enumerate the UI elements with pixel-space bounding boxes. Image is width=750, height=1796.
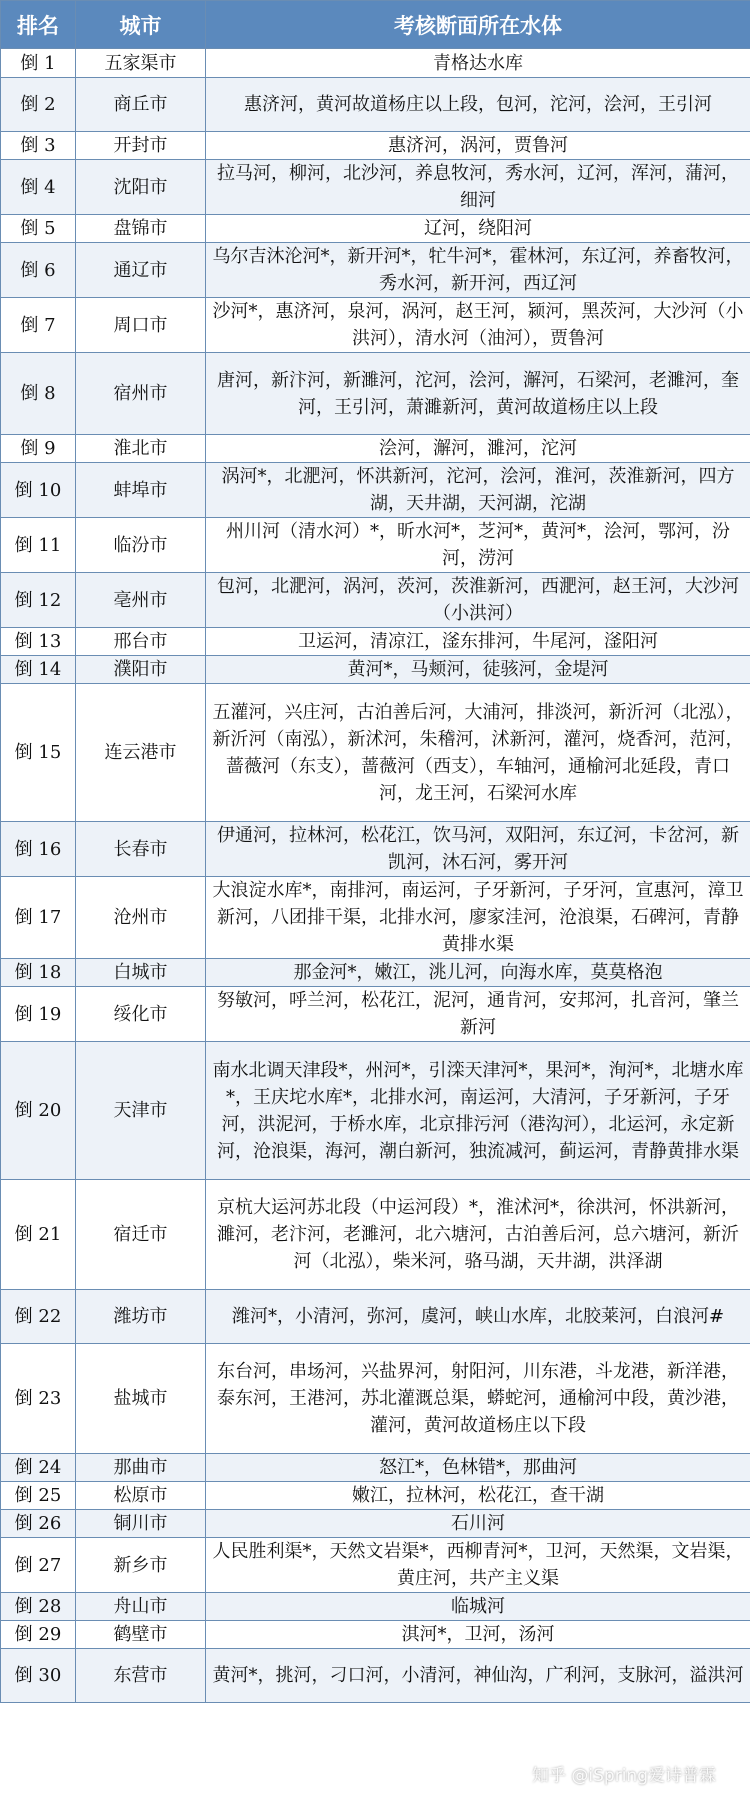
table-row <box>1 987 750 1042</box>
rank-cell: 倒 3 <box>1 132 76 160</box>
table-row <box>1 822 750 877</box>
water-cell: 人民胜利渠*，天然文岩渠*，西柳青河*，卫河，天然渠，文岩渠，黄庄河，共产主义渠 <box>206 1538 750 1593</box>
table-row <box>1 1649 750 1703</box>
table-row <box>1 684 750 822</box>
water-cell: 卫运河，清凉江，滏东排河，牛尾河，滏阳河 <box>206 628 750 656</box>
rank-cell: 倒 30 <box>1 1649 76 1703</box>
table-row <box>1 215 750 243</box>
water-cell: 怒江*，色林错*，那曲河 <box>206 1454 750 1482</box>
city-cell: 长春市 <box>76 822 206 877</box>
rank-cell: 倒 9 <box>1 435 76 463</box>
rank-cell: 倒 13 <box>1 628 76 656</box>
table-row <box>1 1621 750 1649</box>
city-cell: 商丘市 <box>76 78 206 132</box>
water-cell: 东台河，串场河，兴盐界河，射阳河，川东港，斗龙港，新洋港，泰东河，王港河，苏北灌溉总渠，蟒蛇河，通榆河中段，黄沙港，灌河，黄河故道杨庄以下段 <box>206 1344 750 1454</box>
table-row <box>1 435 750 463</box>
water-cell: 乌尔吉沐沦河*，新开河*，牤牛河*，霍林河，东辽河，养畜牧河，秀水河，新开河，西辽河 <box>206 243 750 298</box>
water-cell: 唐河，新汴河，新濉河，沱河，浍河，澥河，石梁河，老濉河，奎河，王引河，萧濉新河，黄河故道杨庄以上段 <box>206 353 750 435</box>
table-header-row <box>1 1 750 49</box>
water-cell: 伊通河，拉林河，松花江，饮马河，双阳河，东辽河，卡岔河，新凯河，沐石河，雾开河 <box>206 822 750 877</box>
table-row <box>1 463 750 518</box>
rank-cell: 倒 16 <box>1 822 76 877</box>
city-cell: 沧州市 <box>76 877 206 959</box>
rank-cell: 倒 11 <box>1 518 76 573</box>
water-cell: 州川河（清水河）*，昕水河*，芝河*，黄河*，浍河，鄂河，汾河，涝河 <box>206 518 750 573</box>
water-cell: 惠济河，涡河，贾鲁河 <box>206 132 750 160</box>
city-cell: 临汾市 <box>76 518 206 573</box>
table-row <box>1 160 750 215</box>
rank-cell: 倒 19 <box>1 987 76 1042</box>
table-row <box>1 1042 750 1180</box>
table-row <box>1 656 750 684</box>
water-cell: 大浪淀水库*，南排河，南运河，子牙新河，子牙河，宣惠河，漳卫新河，八团排干渠，北排水河，廖家洼河，沧浪渠，石碑河，青静黄排水渠 <box>206 877 750 959</box>
city-cell: 舟山市 <box>76 1593 206 1621</box>
table-row <box>1 573 750 628</box>
city-cell: 鹤壁市 <box>76 1621 206 1649</box>
rank-cell: 倒 2 <box>1 78 76 132</box>
table-row <box>1 1538 750 1593</box>
rank-cell: 倒 20 <box>1 1042 76 1180</box>
rank-cell: 倒 24 <box>1 1454 76 1482</box>
rank-cell: 倒 23 <box>1 1344 76 1454</box>
table-row <box>1 49 750 78</box>
table-row <box>1 353 750 435</box>
table-row <box>1 1290 750 1344</box>
rank-cell: 倒 6 <box>1 243 76 298</box>
table-row <box>1 1593 750 1621</box>
rank-cell: 倒 10 <box>1 463 76 518</box>
water-cell: 拉马河，柳河，北沙河，养息牧河，秀水河，辽河，浑河，蒲河，细河 <box>206 160 750 215</box>
city-cell: 白城市 <box>76 959 206 987</box>
water-cell: 石川河 <box>206 1510 750 1538</box>
water-cell: 五灌河，兴庄河，古泊善后河，大浦河，排淡河，新沂河（北泓），新沂河（南泓），新沭河，朱稽河，沭新河，灌河，烧香河，范河，蔷薇河（东支），蔷薇河（西支），车轴河，通榆河北延段，青口河，龙王河，石梁河水库 <box>206 684 750 822</box>
rank-cell: 倒 27 <box>1 1538 76 1593</box>
table-row <box>1 959 750 987</box>
rank-cell: 倒 22 <box>1 1290 76 1344</box>
rank-cell: 倒 14 <box>1 656 76 684</box>
water-cell: 黄河*，挑河，刁口河，小清河，神仙沟，广利河，支脉河，溢洪河 <box>206 1649 750 1703</box>
water-cell: 沙河*，惠济河，泉河，涡河，赵王河，颍河，黑茨河，大沙河（小洪河），清水河（油河），贾鲁河 <box>206 298 750 353</box>
table-row <box>1 877 750 959</box>
city-cell: 五家渠市 <box>76 49 206 78</box>
rank-cell: 倒 8 <box>1 353 76 435</box>
city-cell: 淮北市 <box>76 435 206 463</box>
table-row <box>1 1510 750 1538</box>
table-row <box>1 1344 750 1454</box>
rank-cell: 倒 12 <box>1 573 76 628</box>
table-row <box>1 1180 750 1290</box>
city-cell: 通辽市 <box>76 243 206 298</box>
rank-cell: 倒 5 <box>1 215 76 243</box>
city-cell: 新乡市 <box>76 1538 206 1593</box>
header-water: 考核断面所在水体 <box>206 1 750 49</box>
rank-cell: 倒 7 <box>1 298 76 353</box>
table-row <box>1 243 750 298</box>
rank-cell: 倒 4 <box>1 160 76 215</box>
rank-cell: 倒 28 <box>1 1593 76 1621</box>
water-cell: 嫩江，拉林河，松花江，查干湖 <box>206 1482 750 1510</box>
city-cell: 天津市 <box>76 1042 206 1180</box>
table-row <box>1 628 750 656</box>
table-row <box>1 1454 750 1482</box>
rank-cell: 倒 17 <box>1 877 76 959</box>
city-cell: 连云港市 <box>76 684 206 822</box>
water-cell: 临城河 <box>206 1593 750 1621</box>
city-cell: 沈阳市 <box>76 160 206 215</box>
water-cell: 潍河*，小清河，弥河，虞河，峡山水库，北胶莱河，白浪河# <box>206 1290 750 1344</box>
header-rank: 排名 <box>1 1 76 49</box>
table-row <box>1 132 750 160</box>
city-cell: 那曲市 <box>76 1454 206 1482</box>
water-cell: 惠济河，黄河故道杨庄以上段，包河，沱河，浍河，王引河 <box>206 78 750 132</box>
water-cell: 辽河，绕阳河 <box>206 215 750 243</box>
water-cell: 那金河*，嫩江，洮儿河，向海水库，莫莫格泡 <box>206 959 750 987</box>
water-cell: 青格达水库 <box>206 49 750 78</box>
rank-cell: 倒 25 <box>1 1482 76 1510</box>
water-cell: 京杭大运河苏北段（中运河段）*，淮沭河*，徐洪河，怀洪新河，濉河，老汴河，老濉河，北六塘河，古泊善后河，总六塘河，新沂河（北泓），柴米河，骆马湖，天井湖，洪泽湖 <box>206 1180 750 1290</box>
table-row <box>1 1482 750 1510</box>
city-cell: 盐城市 <box>76 1344 206 1454</box>
rank-cell: 倒 1 <box>1 49 76 78</box>
table-row <box>1 78 750 132</box>
city-cell: 开封市 <box>76 132 206 160</box>
city-cell: 盘锦市 <box>76 215 206 243</box>
rank-cell: 倒 15 <box>1 684 76 822</box>
rank-cell: 倒 26 <box>1 1510 76 1538</box>
water-cell: 浍河，澥河，濉河，沱河 <box>206 435 750 463</box>
city-cell: 潍坊市 <box>76 1290 206 1344</box>
city-cell: 宿州市 <box>76 353 206 435</box>
city-cell: 亳州市 <box>76 573 206 628</box>
city-cell: 周口市 <box>76 298 206 353</box>
city-cell: 宿迁市 <box>76 1180 206 1290</box>
table-row <box>1 298 750 353</box>
rank-cell: 倒 21 <box>1 1180 76 1290</box>
city-cell: 濮阳市 <box>76 656 206 684</box>
rank-cell: 倒 29 <box>1 1621 76 1649</box>
water-cell: 南水北调天津段*，州河*，引滦天津河*，果河*，洵河*，北塘水库*，王庆坨水库*，北排水河，南运河，大清河，子牙新河，子牙河，洪泥河，于桥水库，北京排污河（港沟河），北运河，永定新河，沧浪渠，海河，潮白新河，独流减河，蓟运河，青静黄排水渠 <box>206 1042 750 1180</box>
water-cell: 努敏河，呼兰河，松花江，泥河，通肯河，安邦河，扎音河，肇兰新河 <box>206 987 750 1042</box>
city-cell: 绥化市 <box>76 987 206 1042</box>
city-cell: 铜川市 <box>76 1510 206 1538</box>
rank-cell: 倒 18 <box>1 959 76 987</box>
header-city: 城市 <box>76 1 206 49</box>
city-cell: 松原市 <box>76 1482 206 1510</box>
city-cell: 蚌埠市 <box>76 463 206 518</box>
watermark: 知乎 @iSpring爱诗普霖 <box>532 1766 716 1786</box>
city-cell: 东营市 <box>76 1649 206 1703</box>
water-cell: 涡河*，北淝河，怀洪新河，沱河，浍河，淮河，茨淮新河，四方湖，天井湖，天河湖，沱湖 <box>206 463 750 518</box>
city-cell: 邢台市 <box>76 628 206 656</box>
table-row <box>1 518 750 573</box>
water-cell: 包河，北淝河，涡河，茨河，茨淮新河，西淝河，赵王河，大沙河（小洪河） <box>206 573 750 628</box>
water-cell: 黄河*，马颊河，徒骇河，金堤河 <box>206 656 750 684</box>
water-cell: 淇河*，卫河，汤河 <box>206 1621 750 1649</box>
